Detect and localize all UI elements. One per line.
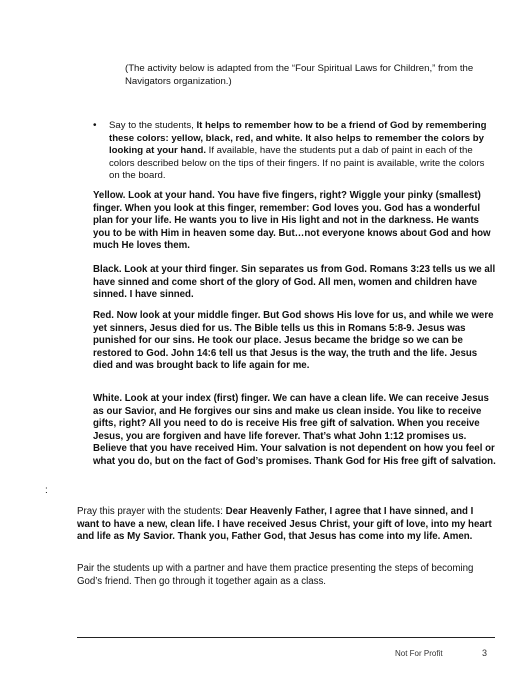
instruction-bullet xyxy=(93,120,493,183)
white-paragraph: White. Look at your index (first) finger. We can have a clean life. We can receive Jesus as our Savior, and He forgives our sins and make us clean inside. You like to receive gifts, right? All you need to do is receive His free gift of salvation. When you receive Jesus, you are forgiven and have life forever. That’s what John 1:12 promises us. Believe that you have received Him. Your salvation is not dependent on how you feel or what you do, but on the fact of God’s promises. Thank God for His free gift of salvation. xyxy=(93,393,496,467)
prayer-paragraph xyxy=(77,506,497,544)
footer-divider xyxy=(77,637,495,638)
prayer-text: Dear Heavenly Father, I agree that I have sinned, and I want to have a new, clean life. I have received Jesus Christ, your gift of love, into my heart and life as My Savior. Thank you, Father God, that Jesus has come into my life. Amen. xyxy=(77,506,492,543)
bullet-bold: It helps to remember how to be a friend of God by remembering these colors: yellow, black, red, and white. It also helps to remember the colors by looking at your hand. xyxy=(109,120,487,156)
bullet-text xyxy=(109,120,493,183)
prayer-intro: Pray this prayer with the students: xyxy=(77,506,226,517)
footer-label: Not For Profit xyxy=(395,649,443,658)
stray-colon: : xyxy=(45,485,48,496)
page-number: 3 xyxy=(482,648,488,658)
bullet-intro: Say to the students, xyxy=(109,120,197,131)
red-paragraph: Red. Now look at your middle finger. But God shows His love for us, and while we were yet sinners, Jesus died for us. The Bible tells us this in Romans 5:8-9. Jesus was punished for our sins. He took our place. Jesus became the bridge so we can be restored to God. John 14:6 tell us that Jesus is the way, the truth and the life. Jesus died and was brought back to life again for me. xyxy=(93,310,494,372)
black-paragraph: Black. Look at your third finger. Sin separates us from God. Romans 3:23 tells us we all have sinned and come short of the glory of God. All men, women and children have sinned. I have sinned. xyxy=(93,264,496,301)
yellow-paragraph: Yellow. Look at your hand. You have five fingers, right? Wiggle your pinky (smallest) finger. When you look at this finger, remember: God loves you. God has a wonderful plan for your life. He wants you to live in His light and not in the darkness. He wants you to be with Him in heaven some day. But…not everyone knows about God and how much He loves them. xyxy=(93,190,491,252)
pair-paragraph: Pair the students up with a partner and have them practice presenting the steps of becoming God’s friend. Then go through it together again as a class. xyxy=(77,563,474,587)
adaptation-note: (The activity below is adapted from the “Four Spiritual Laws for Children,” from the Navigators organization.) xyxy=(125,63,474,87)
bullet-icon: • xyxy=(93,120,97,131)
bullet-rest: If available, have the students put a dab of paint in each of the colors described below on the tips of their fingers. If no paint is available, write the colors on the board. xyxy=(109,145,485,181)
